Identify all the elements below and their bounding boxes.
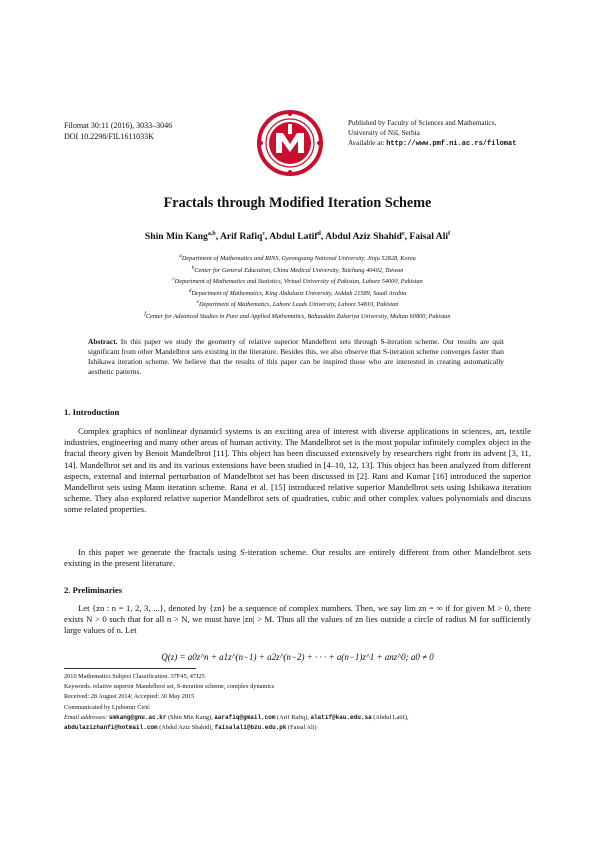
abstract-text: In this paper we study the geometry of relative superior Mandelbrot sets through S-iteration scheme. Our results are quit significant from other Mandelbrot sets existing in the literature. Besides this, we also observe that S-iteration scheme converges faster than Ishikawa iteration scheme. We believe that the results of this paper can be inspired those who are interested in creating automatically aesthetic patterns. <box>88 337 504 376</box>
affiliations <box>0 252 595 322</box>
email-name-shahid: (Abdul Aziz Shahid), <box>157 724 215 732</box>
journal-url-link[interactable]: http://www.pmf.ni.ac.rs/filomat <box>386 140 517 148</box>
affiliation-d: $^d$Department of Mathematics, King Abdulaziz University, Jeddah 21589, Saudi Arabia <box>188 287 407 297</box>
affiliation-f: $^f$Center for Advanced Studies in Pure and Applied Mathematics, Bahauddin Zakariya University, Multan 60800, Pakistan <box>144 310 451 321</box>
email-name-latif: (Abdul Latif), <box>371 713 409 721</box>
author-list: Shin Min Kang$^{a,b}$, Arif Rafiq$^c$, Abdul Latif$^d$, Abdul Aziz Shahid$^e$, Faisal Ali$^f$ <box>144 231 451 243</box>
footnote-rule <box>64 668 196 669</box>
received-line: Received: 28 August 2014; Accepted: 30 May 2015 <box>64 693 195 701</box>
email-name-ali: (Faisal Ali) <box>286 724 317 732</box>
affiliation-a: $^a$Department of Mathematics and RINS, Gyeongsang National University, Jinju 52828, Korea <box>179 253 416 263</box>
section-title-introduction: 1. Introduction <box>64 407 120 417</box>
polynomial-equation: Q(z) = a0z^n + a1z^(n−1) + a2z^(n−2) + · · · + a(n−1)z^1 + anz^0; a0 ≠ 0 <box>161 652 434 662</box>
doi-line: DOI 10.2298/FIL1611033K <box>64 132 154 141</box>
journal-logo <box>256 109 324 177</box>
publisher-line: Published by Faculty of Sciences and Mathematics, <box>348 119 497 127</box>
communicated-line: Communicated by Ljubomir Ćirić <box>64 703 150 711</box>
abstract-label: Abstract. <box>88 337 118 346</box>
keywords-line: Keywords. relative superior Mandelbrot set, S-iteration scheme, complex dynamics <box>64 683 275 691</box>
email-label: Email addresses: <box>64 713 109 721</box>
email-line <box>64 713 534 723</box>
email-link-latif[interactable]: alatif@kau.edu.sa <box>310 713 372 721</box>
email-link-shahid[interactable]: abdulazizhanfi@hotmail.com <box>64 724 158 732</box>
available-label: Available at: <box>348 139 387 147</box>
paper-title: Fractals through Modified Iteration Scheme <box>163 195 432 211</box>
abstract <box>88 337 504 377</box>
introduction-paragraph-1: Complex graphics of nonlinear dynamicl systems is an exciting area of interest with diverse applications in sciences, art, textile industries, engineering and many other areas of human activity. The Mandelbrot set is the most popular infinitely complex object in the fractal theory given by Benoit Mandelbrot [11]. This object has been discussed extensively by researchers right from its advent [3, 11, 14]. Mandelbrot set and its and its various extensions have been studied in [4–10, 12, 13]. This object has been analyzed from different aspects, external and internal perturbation of Mandelbrot set has been discussed in [2]. Rani and Kumar [16] introduced the superior Mandelbrot sets using Mann iteration scheme. Rana et al. [15] introduced relative superior Mandelbrot sets using Ishikawa iteration scheme. They also explored relative superior Mandelbrot sets of quadraties, cubic and other complex values polynomials and discuss some related properties. <box>64 426 531 515</box>
email-link-rafiq[interactable]: aarafiq@gmail.com <box>214 713 276 721</box>
affiliation-c: $^c$Department of Mathematics and Statistics, Virtual University of Pakistan, Lahore 54000, Pakistan <box>172 276 423 286</box>
email-link-kang[interactable]: smkang@gnu.ac.kr <box>108 713 167 721</box>
email-link-ali[interactable]: faisalali@bzu.edu.pk <box>214 724 287 732</box>
email-line-2 <box>64 723 534 733</box>
affiliation-b: $^b$Center for General Education, China Medical University, Taichung 40402, Taiwan <box>191 264 404 274</box>
journal-citation <box>64 120 254 142</box>
section-title-preliminaries: 2. Preliminaries <box>64 585 123 595</box>
availability-line <box>348 138 568 149</box>
journal-line: Filomat 30:11 (2016), 3033–3046 <box>64 121 173 130</box>
email-name-kang: (Shin Min Kang), <box>166 713 215 721</box>
msc-line: 2010 Mathematics Subject Classification. 37F45, 47J25 <box>64 673 205 680</box>
university-line: University of Niš, Serbia <box>348 129 420 137</box>
email-name-rafiq: (Arif Rafiq), <box>275 713 311 721</box>
footnotes <box>64 672 534 733</box>
publisher-info <box>348 118 568 149</box>
preliminaries-paragraph: Let {zn : n = 1, 2, 3, ...}, denoted by {zn} be a sequence of complex numbers. Then, we say lim zn = ∞ if for given M > 0, there exists N > 0 such that for all n > N, we must have |zn| > M. Thus all the values of zn lies outside a circle of radius M for sufficiently large values of n. Let <box>64 603 531 636</box>
introduction-paragraph-2: In this paper we generate the fractals using S-iteration scheme. Our results are entirely different from other Mandelbrot sets existing in the present literature. <box>64 547 531 569</box>
affiliation-e: $^e$Department of Mathematics, Lahore Leads University, Lahore 54810, Pakistan <box>196 299 399 309</box>
